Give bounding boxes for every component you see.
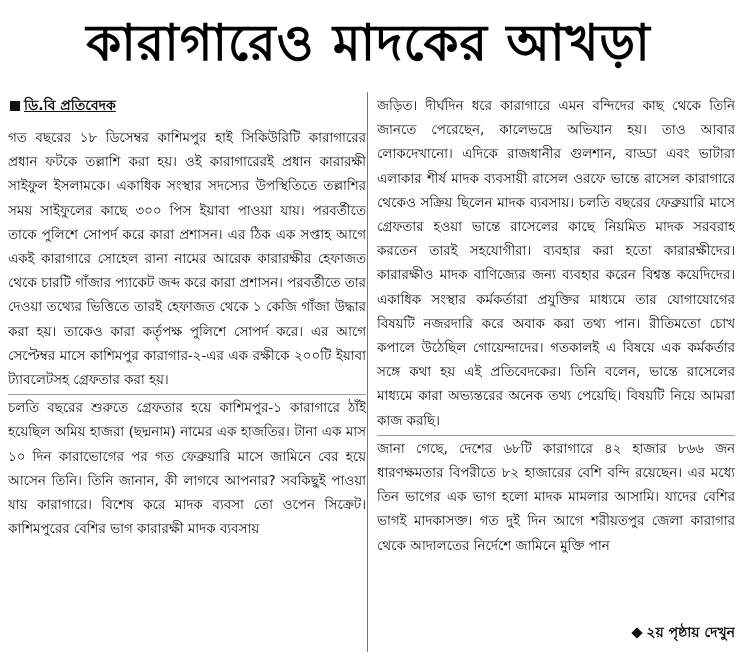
paragraph: গত বছরের ১৮ ডিসেম্বর কাশিমপুর হাই সিকিউরিটি কারাগারের প্রধান ফটকে তল্লাশি করা হয়। ওই কারাগারেরই প্রধান কারারক্ষী সাইফুল ইসলামকে। একাধিক সংস্থার সদস্যের উপস্থিতিতে তল্লাশির সময় সাইফুলের কাছে ৩০০ পিস ইয়াবা পাওয়া যায়। পরবর্তীতে তাকে পুলিশে সোপর্দ করে কারা প্রশাসন। এর ঠিক এক সপ্তাহ আগে একই কারাগারে সোহেল রানা নামের আরেক কারারক্ষীর হেফাজত থেকে চারটি গাঁজার প্যাকেট জব্দ করে কারা প্রশাসন। পরবর্তীতে তার দেওয়া তথ্যের ভিত্তিতে তারই হেফাজত থেকে ১ কেজি গাঁজা উদ্ধার করা হয়। তাকেও কারা কর্তৃপক্ষ পুলিশে সোপর্দ করে। এর আগে সেপ্টেম্বর মাসে কাশিমপুর কারাগার-২-এর এক রক্ষীকে ২০০টি ইয়াবা ট্যাবলেটসহ গ্রেফতার করা হয়। xyxy=(8,131,366,389)
paragraph-divider xyxy=(8,394,366,395)
paragraph: জড়িত। দীর্ঘদিন ধরে কারাগারে এমন বন্দিদের কাছ থেকে তিনি জানতে পেরেছেন, কালেভদ্রে অভিযান হয়। তাও আবার লোকদেখানো। এদিকে রাজধানীর গুলশান, বাড্ডা এবং ভাটারা এলাকার শীর্ষ মাদক ব্যবসায়ী রাসেল ওরফে ভান্তে রাসেল কারাগারে থেকেও সক্রিয় ছিলেন মাদক ব্যবসায়। চলতি বছরের ফেব্রুয়ারি মাসে গ্রেফতার হওয়া ভান্তে রাসেলের কাছে নিয়মিত মাদক সরবরাহ করতেন তারই সহযোগীরা। ব্যবহার করা হতো কারারক্ষীদের। কারারক্ষীও মাদক বাণিজ্যের জন্য ব্যবহার করেন বিশ্বস্ত কয়েদিদের। একাধিক সংস্থার কর্মকর্তারা প্রযুক্তির মাধ্যমে তার যোগাযোগের বিষয়টি নজরদারি করে অবাক করা তথ্য পান। রীতিমতো চোখ কপালে উঠেছিল গোয়েন্দাদের। গতকালই এ বিষয়ে এক কর্মকর্তার সঙ্গে কথা হয় এই প্রতিবেদকের। তিনি বলেন, ভান্তে রাসেলের মাধ্যমে কারা অভ্যন্তরের অনেক তথ্য পেয়েছি। বিষয়টি নিয়ে আমরা কাজ করছি। xyxy=(377,99,735,429)
continue-link[interactable] xyxy=(627,621,735,645)
right-column xyxy=(377,95,735,651)
headline: কারাগারেও মাদকের আখড়া xyxy=(86,14,651,72)
paragraph-divider xyxy=(377,435,735,436)
byline xyxy=(8,95,366,117)
continue-text: ২য় পৃষ্ঠায় দেখুন xyxy=(646,625,735,641)
left-column xyxy=(8,95,366,651)
column-divider xyxy=(367,92,368,652)
byline-square-icon xyxy=(10,101,20,111)
byline-text: ডি.বি প্রতিবেদক xyxy=(24,98,116,114)
diamond-bullet-icon xyxy=(632,627,643,638)
paragraph: চলতি বছরের শুরুতে গ্রেফতার হয়ে কাশিমপুর-১ কারাগারে ঠাঁই হয়েছিল অমিয় হাজরা (ছদ্মনাম) নামের এক হাজতির। টানা এক মাস ১০ দিন কারাভোগের পর গত ফেব্রুয়ারি মাসে জামিনে বের হয়ে আসেন তিনি। তিনি জানান, কী লাগবে আপনার? সবকিছুই পাওয়া যায় কারাগারে। বিশেষ করে মাদক ব্যবসা তো ওপেন সিক্রেট। কাশিমপুরের বেশির ভাগ কারারক্ষী মাদক ব্যবসায় xyxy=(8,401,366,538)
paragraph: জানা গেছে, দেশের ৬৮টি কারাগারে ৪২ হাজার ৮৬৬ জন ধারণক্ষমতার বিপরীতে ৮২ হাজারের বেশি বন্দি রয়েছেন। এর মধ্যে তিন ভাগের এক ভাগ হলো মাদক মামলার আসামি। যাদের বেশির ভাগই মাদকাসক্ত। গত দুই দিন আগে শরীয়তপুর জেলা কারাগার থেকে আদালতের নির্দেশে জামিনে মুক্তি পান xyxy=(377,441,735,554)
